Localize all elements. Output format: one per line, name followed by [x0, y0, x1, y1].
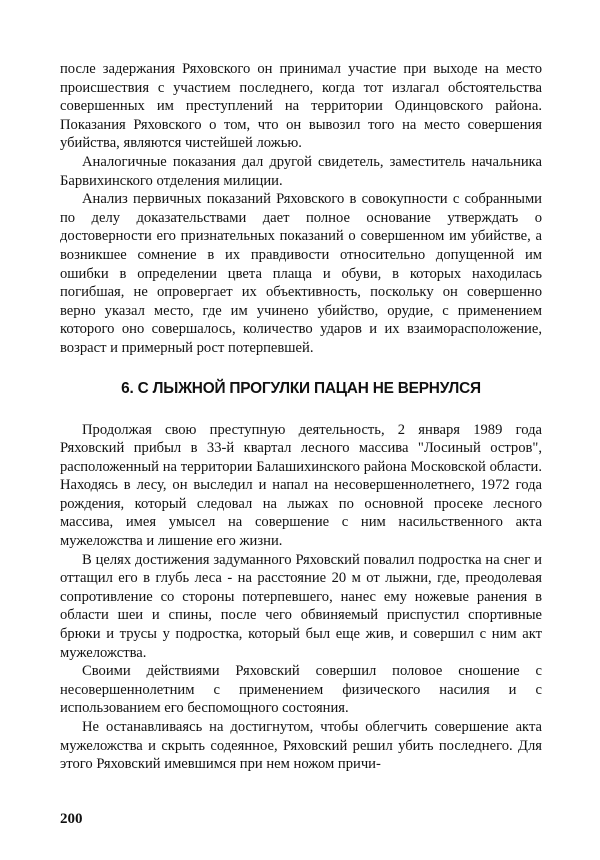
paragraph: Аналогичные показания дал другой свидетель, заместитель начальника Барвихинского отделения милиции.	[60, 153, 542, 189]
text-block-before-heading	[60, 60, 542, 358]
page-number: 200	[60, 811, 83, 827]
page-body	[60, 60, 542, 774]
paragraph: Анализ первичных показаний Ряховского в совокупности с собранными по делу доказательствами дает полное основание утверждать о достоверности его признательных показаний о совершенном им убийстве, а возникшее сомнение в их правдивости относительно допущенной им ошибки в определении цвета плаща и обуви, в которых находилась погибшая, не опровергает их объективность, поскольку он совершенно верно указал место, где им учинено убийство, орудие, с применением которого оно совершалось, количество ударов и их взаиморасположение, возраст и примерный рост потерпевшей.	[60, 191, 542, 356]
section-heading: 6. С ЛЫЖНОЙ ПРОГУЛКИ ПАЦАН НЕ ВЕРНУЛСЯ	[121, 379, 481, 397]
paragraph: Своими действиями Ряховский совершил половое сношение с несовершеннолетним с применением физического насилия и с использованием его беспомощного состояния.	[60, 663, 542, 717]
paragraph: Продолжая свою преступную деятельность, 2 января 1989 года Ряховский прибыл в 33-й квартал лесного массива "Лосиный остров", расположенный на территории Балашихинского района Московской области. Находясь в лесу, он выследил и напал на несовершеннолетнего, 1972 года рождения, который следовал на лыжах по основной просеке лесного массива, имея умысел на совершение с ним насильственного акта мужеложства и лишение его жизни.	[60, 421, 542, 550]
paragraph: Не останавливаясь на достигнутом, чтобы облегчить совершение акта мужеложства и скрыть содеянное, Ряховский решил убить последнего. Для этого Ряховский имевшимся при нем ножом причи-	[60, 719, 542, 773]
paragraph: В целях достижения задуманного Ряховский повалил подростка на снег и оттащил его в глубь леса - на расстояние 20 м от лыжни, где, преодолевая сопротивление со стороны потерпевшего, нанес ему ножевые ранения в области шеи и спины, после чего обвиняемый приспустил спортивные брюки и трусы у подростка, который был еще жив, и совершил с ним акт мужеложства.	[60, 551, 542, 661]
text-block-after-heading	[60, 421, 542, 774]
paragraph: после задержания Ряховского он принимал участие при выходе на место происшествия с участием последнего, когда тот излагал обстоятельства совершенных им преступлений на территории Одинцовского района. Показания Ряховского о том, что он вывозил того на место совершения убийства, являются чистейшей ложью.	[60, 61, 542, 152]
